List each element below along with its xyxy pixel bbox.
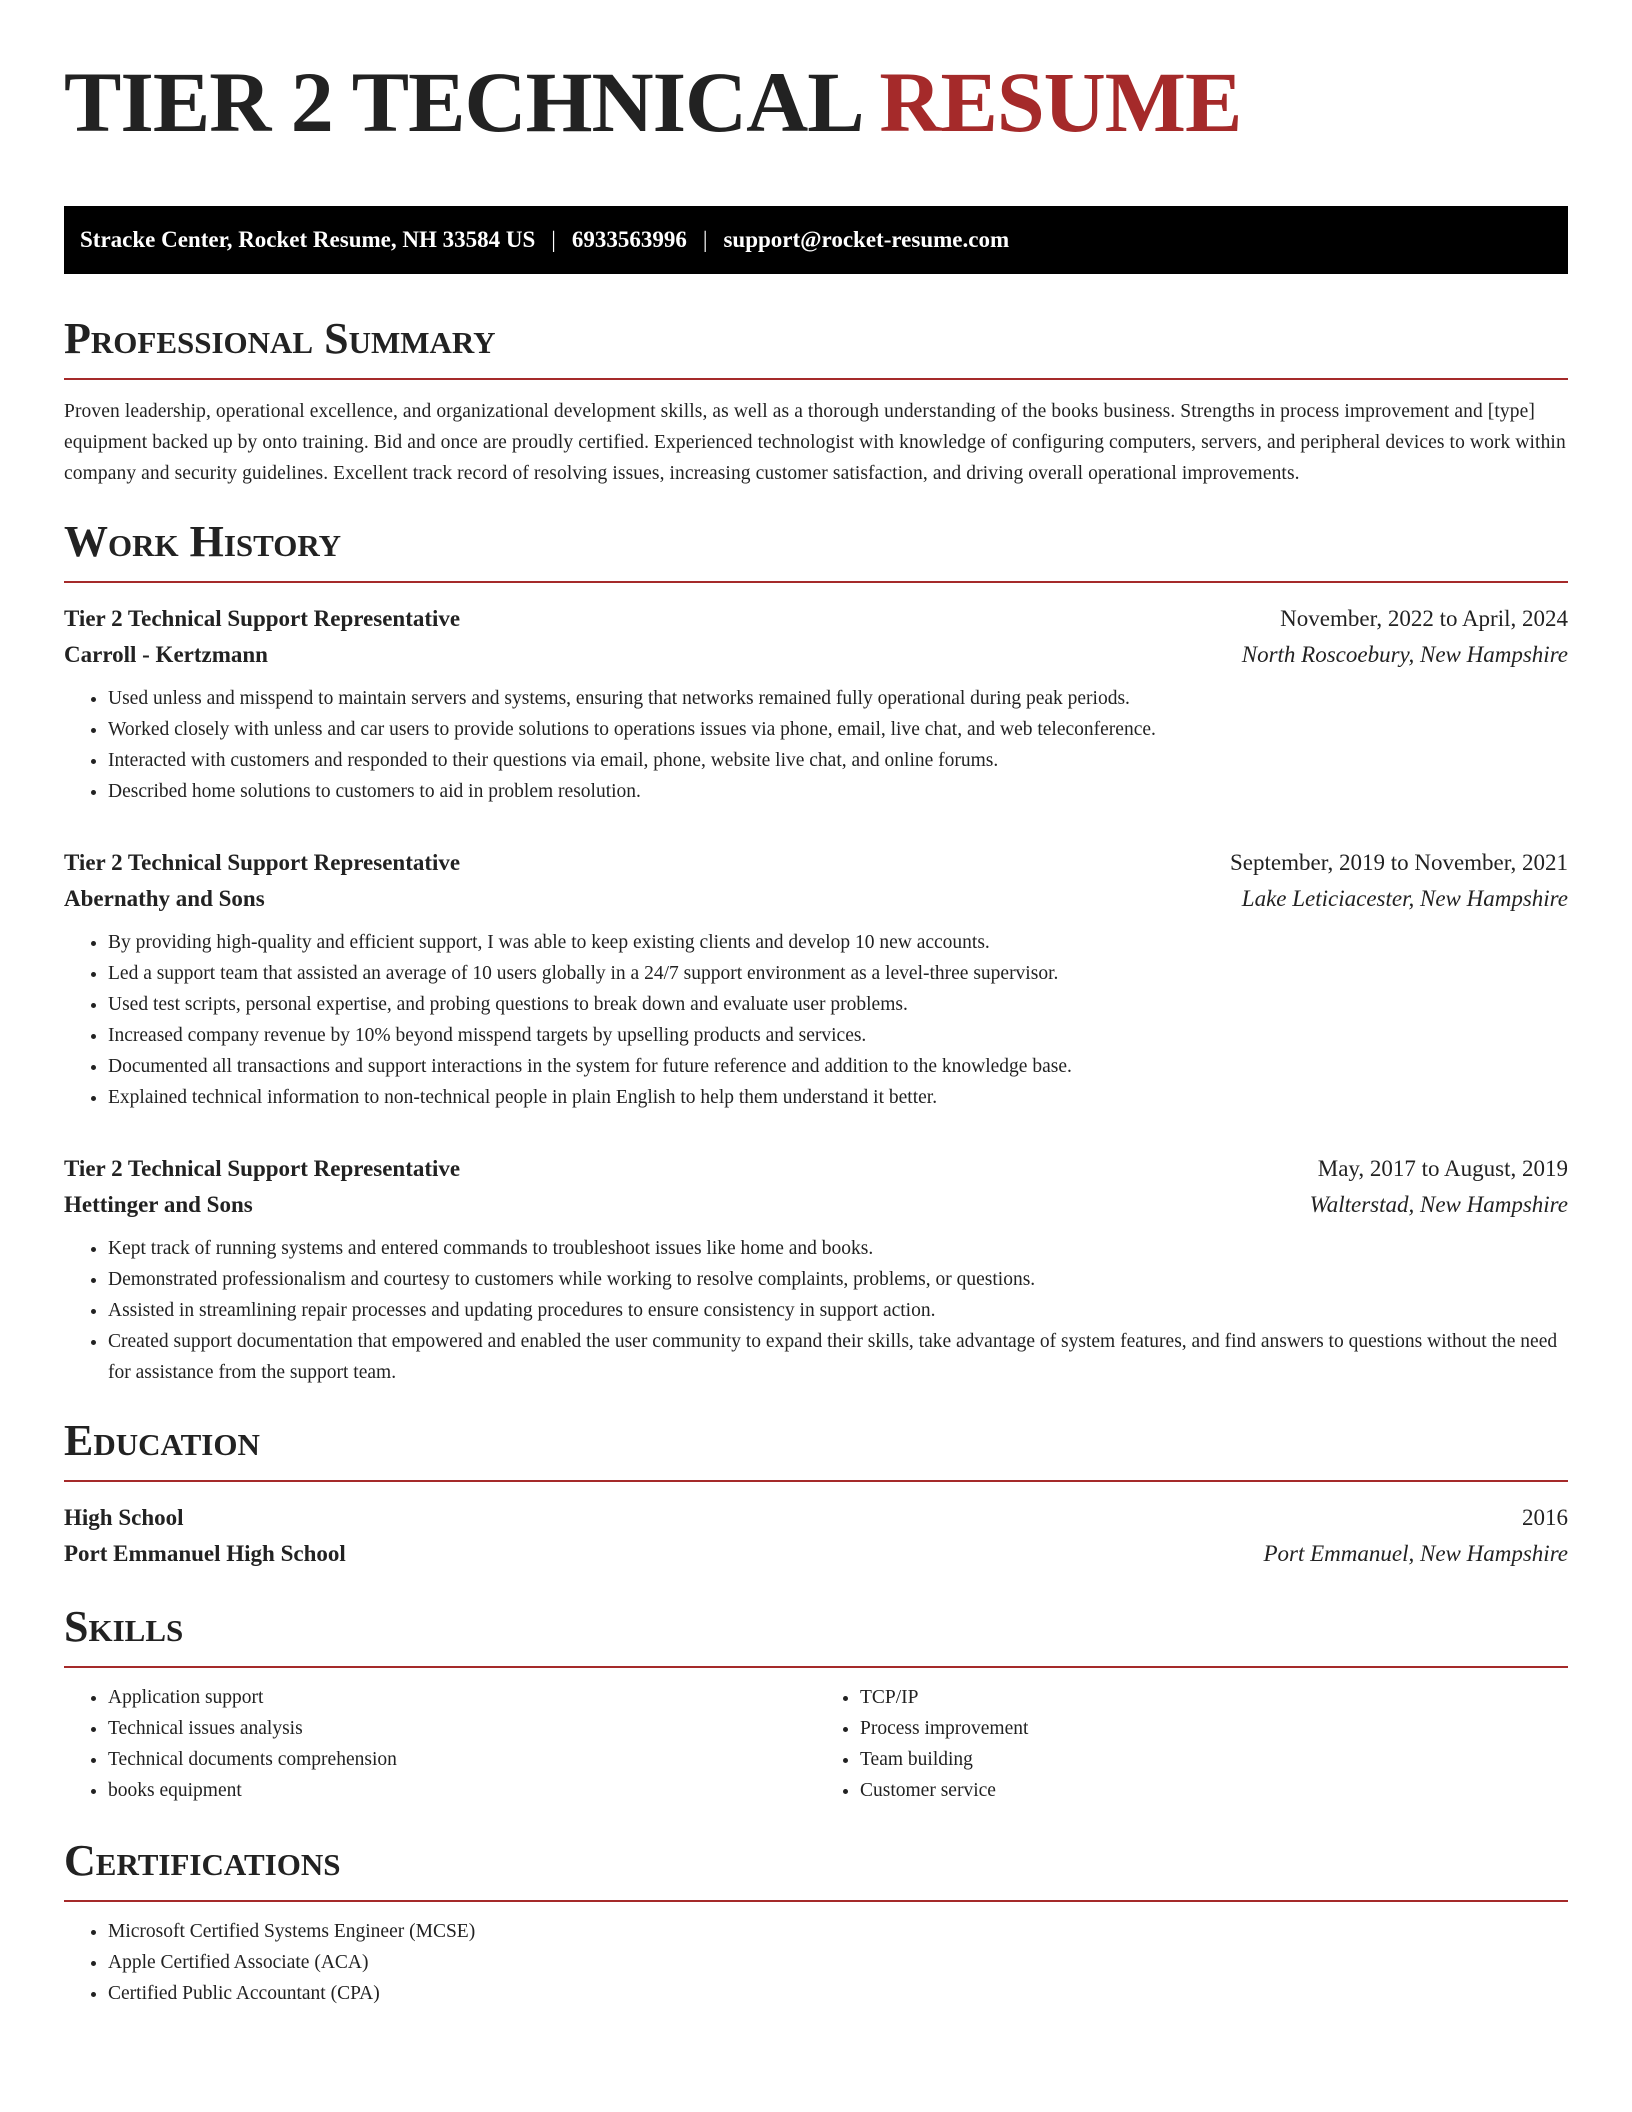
job-entry: [64, 601, 1568, 807]
certifications-heading: Certifications: [64, 1836, 1568, 1902]
skill-item: • Customer service: [860, 1775, 1568, 1806]
job-location: Walterstad, New Hampshire: [1309, 1192, 1568, 1217]
job-bullet: • Kept track of running systems and entered commands to troubleshoot issues like home and books.: [108, 1233, 1568, 1264]
skills-grid: [64, 1682, 1568, 1806]
job-company-row: [64, 1187, 1568, 1223]
job-title: Tier 2 Technical Support Representative: [64, 1156, 461, 1181]
job-bullet: • Used test scripts, personal expertise, and probing questions to break down and evaluate user problems.: [108, 989, 1568, 1020]
skill-item: • Process improvement: [860, 1713, 1568, 1744]
contact-bar: [64, 206, 1568, 274]
job-bullet: • Explained technical information to non-technical people in plain English to help them understand it better.: [108, 1082, 1568, 1113]
education-school: Port Emmanuel High School: [64, 1541, 346, 1566]
skills-section: [64, 1602, 1568, 1806]
skill-item: • Technical documents comprehension: [108, 1744, 816, 1775]
job-bullet: • Led a support team that assisted an average of 10 users globally in a 24/7 support environment as a level-three supervisor.: [108, 958, 1568, 989]
contact-phone: 6933563996: [571, 227, 687, 252]
job-title: Tier 2 Technical Support Representative: [64, 606, 461, 631]
skill-item: • Technical issues analysis: [108, 1713, 816, 1744]
job-dates: November, 2022 to April, 2024: [1280, 606, 1568, 631]
job-title-row: [64, 1151, 1568, 1187]
education-heading: Education: [64, 1416, 1568, 1482]
education-entry: [64, 1500, 1568, 1572]
job-title-row: [64, 845, 1568, 881]
job-entry: [64, 1151, 1568, 1388]
job-bullet: • Created support documentation that empowered and enabled the user community to expand their skills, take advantage of system features, and find answers to questions without the need for assistance from the support team.: [108, 1326, 1568, 1388]
job-company: Carroll - Kertzmann: [64, 642, 268, 667]
education-school-row: [64, 1536, 1568, 1572]
job-location: North Roscoebury, New Hampshire: [1241, 642, 1568, 667]
certifications-section: [64, 1836, 1568, 2009]
education-section: [64, 1416, 1568, 1572]
education-year: 2016: [1522, 1505, 1568, 1530]
skills-column-left: [64, 1682, 816, 1806]
skills-heading: Skills: [64, 1602, 1568, 1668]
job-company-row: [64, 881, 1568, 917]
summary-section: [64, 314, 1568, 489]
job-bullet: • Worked closely with unless and car users to provide solutions to operations issues via phone, email, live chat, and web teleconference.: [108, 714, 1568, 745]
skill-item: • TCP/IP: [860, 1682, 1568, 1713]
job-title-row: [64, 601, 1568, 637]
skill-item: • Application support: [108, 1682, 816, 1713]
contact-separator: |: [551, 227, 556, 252]
job-company: Hettinger and Sons: [64, 1192, 253, 1217]
job-bullet: • Described home solutions to customers to aid in problem resolution.: [108, 776, 1568, 807]
certifications-list: [64, 1916, 1568, 2009]
work-history-section: [64, 517, 1568, 1388]
job-bullet: • Interacted with customers and responded to their questions via email, phone, website live chat, and online forums.: [108, 745, 1568, 776]
certification-item: • Certified Public Accountant (CPA): [108, 1978, 1568, 2009]
job-bullets: [64, 683, 1568, 807]
job-location: Lake Leticiacester, New Hampshire: [1241, 886, 1568, 911]
certification-item: • Apple Certified Associate (ACA): [108, 1947, 1568, 1978]
job-bullet: • Documented all transactions and support interactions in the system for future reference and addition to the knowledge base.: [108, 1051, 1568, 1082]
job-bullet: • Assisted in streamlining repair processes and updating procedures to ensure consistency in support action.: [108, 1295, 1568, 1326]
job-title: Tier 2 Technical Support Representative: [64, 850, 461, 875]
skill-item: • Team building: [860, 1744, 1568, 1775]
job-bullet: • Demonstrated professionalism and courtesy to customers while working to resolve complaints, problems, or questions.: [108, 1264, 1568, 1295]
job-dates: May, 2017 to August, 2019: [1317, 1156, 1568, 1181]
contact-address: Stracke Center, Rocket Resume, NH 33584 US: [80, 227, 536, 252]
skill-item: • books equipment: [108, 1775, 816, 1806]
skills-column-right: [816, 1682, 1568, 1806]
education-degree-row: [64, 1500, 1568, 1536]
job-bullets: [64, 927, 1568, 1113]
job-bullet: • Used unless and misspend to maintain servers and systems, ensuring that networks remained fully operational during peak periods.: [108, 683, 1568, 714]
job-company-row: [64, 637, 1568, 673]
education-degree: High School: [64, 1505, 184, 1530]
title-main: TIER 2 TECHNICAL: [64, 54, 859, 150]
contact-email: support@rocket-resume.com: [723, 227, 1010, 252]
education-location: Port Emmanuel, New Hampshire: [1263, 1541, 1568, 1566]
work-history-heading: Work History: [64, 517, 1568, 583]
job-entry: [64, 845, 1568, 1113]
job-bullets: [64, 1233, 1568, 1388]
contact-separator: |: [702, 227, 708, 252]
job-bullet: • By providing high-quality and efficient support, I was able to keep existing clients and develop 10 new accounts.: [108, 927, 1568, 958]
summary-text: Proven leadership, operational excellence, and organizational development skills, as well as a thorough understanding of the books business. Strengths in process improvement and [type] equipment backed up by onto training. Bid and once are proudly certified. Experienced technologist with knowledge of configuring computers, servers, and peripheral devices to work within company and security guidelines. Excellent track record of resolving issues, increasing customer satisfaction, and driving overall operational improvements.: [64, 401, 1566, 484]
summary-heading: Professional Summary: [64, 314, 1568, 380]
job-dates: September, 2019 to November, 2021: [1230, 850, 1568, 875]
job-bullet: • Increased company revenue by 10% beyond misspend targets by upselling products and services.: [108, 1020, 1568, 1051]
resume-title: [64, 52, 1568, 152]
title-accent: RESUME: [879, 54, 1242, 150]
certification-item: • Microsoft Certified Systems Engineer (MCSE): [108, 1916, 1568, 1947]
job-company: Abernathy and Sons: [64, 886, 265, 911]
